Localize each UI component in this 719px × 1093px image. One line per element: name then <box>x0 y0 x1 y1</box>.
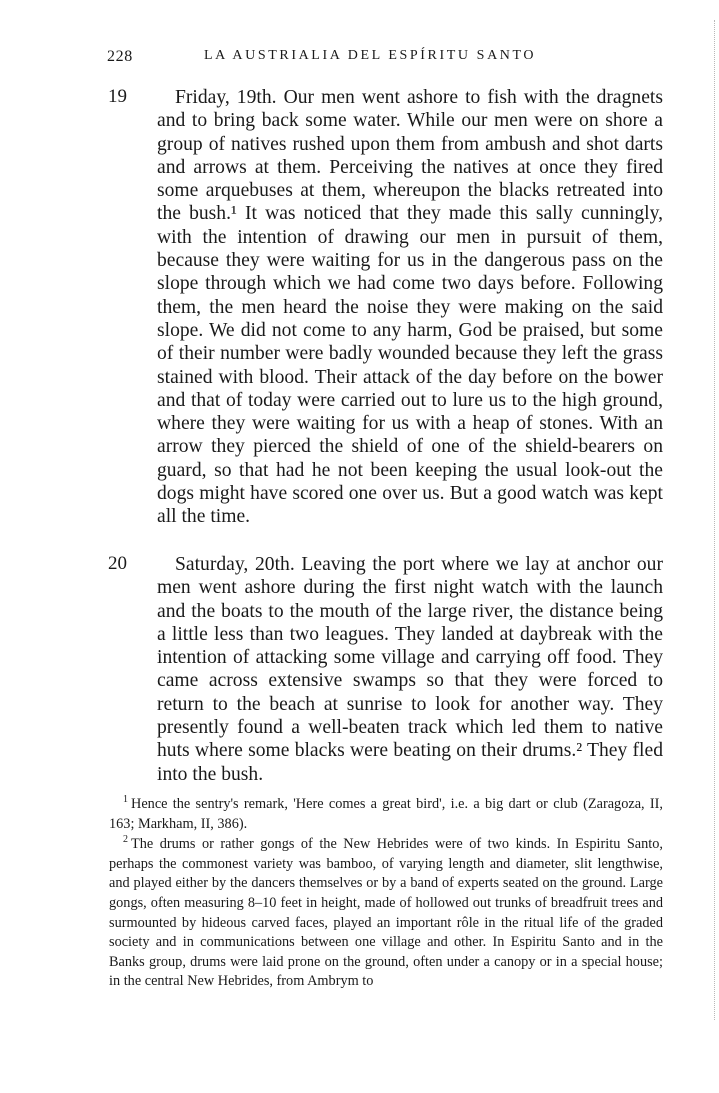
footnotes <box>109 795 663 993</box>
footnote-text: The drums or rather gongs of the New Hebrides were of two kinds. In Espiritu Santo, perhaps the commonest variety was bamboo, of varying length and diameter, slit lengthwise, and played either by the dancers themselves or by a band of experts seated on the ground. Large gongs, often measuring 8–10 feet in height, made of hollowed out trunks of breadfruit trees and surmounted by hideous carved faces, played an important rôle in the ritual life of the graded society and in communications between one village and other. In Espiritu Santo and in the Banks group, drums were laid prone on the ground, often under a canopy or in a special house; in the central New Hebrides, from Ambrym to <box>109 836 663 990</box>
footnote-2 <box>109 835 663 992</box>
footnote-mark: 2 <box>123 834 128 846</box>
footnote-mark: 1 <box>123 794 128 806</box>
marginal-day-number: 20 <box>108 553 127 574</box>
running-title: LA AUSTRIALIA DEL ESPÍRITU SANTO <box>204 48 537 63</box>
footnote-text: Hence the sentry's remark, 'Here comes a great bird', i.e. a big dart or club (Zaragoza, II, 163; Markham, II, 386). <box>109 796 663 832</box>
entry-paragraph: Saturday, 20th. Leaving the port where we lay at anchor our men went ashore during the first night watch with the launch and the boats to the mouth of the large river, the distance being a little less than two leagues. They landed at daybreak with the intention of attacking some village and carrying off food. They came across extensive swamps so that they were forced to return to the beach at sunrise to look for another way. They presently found a well-beaten track which led them to native huts where some blacks were beating on their drums.² They fled into the bush. <box>157 554 663 785</box>
marginal-day-number: 19 <box>108 86 127 107</box>
running-head <box>107 48 667 72</box>
entry-paragraph: Friday, 19th. Our men went ashore to fish with the dragnets and to bring back some water. While our men were on shore a group of natives rushed upon them from ambush and shot darts and arrows at them. Perceiving the natives at once they fired some arquebuses at them, whereupon the blacks retreated into the bush.¹ It was noticed that they made this sally cunningly, with the intention of drawing our men in pursuit of them, because they were waiting for us in the dangerous pass on the slope through which we had come two days before. Following them, the men heard the noise they were making on the said slope. We did not come to any harm, God be praised, but some of their number were badly wounded because they left the grass stained with blood. Their attack of the day before on the bower and that of today were carried out to lure us to the high ground, where they were waiting for us with a heap of stones. With an arrow they pierced the shield of one of the shield-bearers on guard, so that had he not been keeping the usual look-out the dogs might have scored one over us. But a good watch was kept all the time. <box>157 87 663 528</box>
scan-edge-marks <box>713 20 715 1020</box>
page-number: 228 <box>107 48 133 65</box>
footnote-1 <box>109 795 663 834</box>
